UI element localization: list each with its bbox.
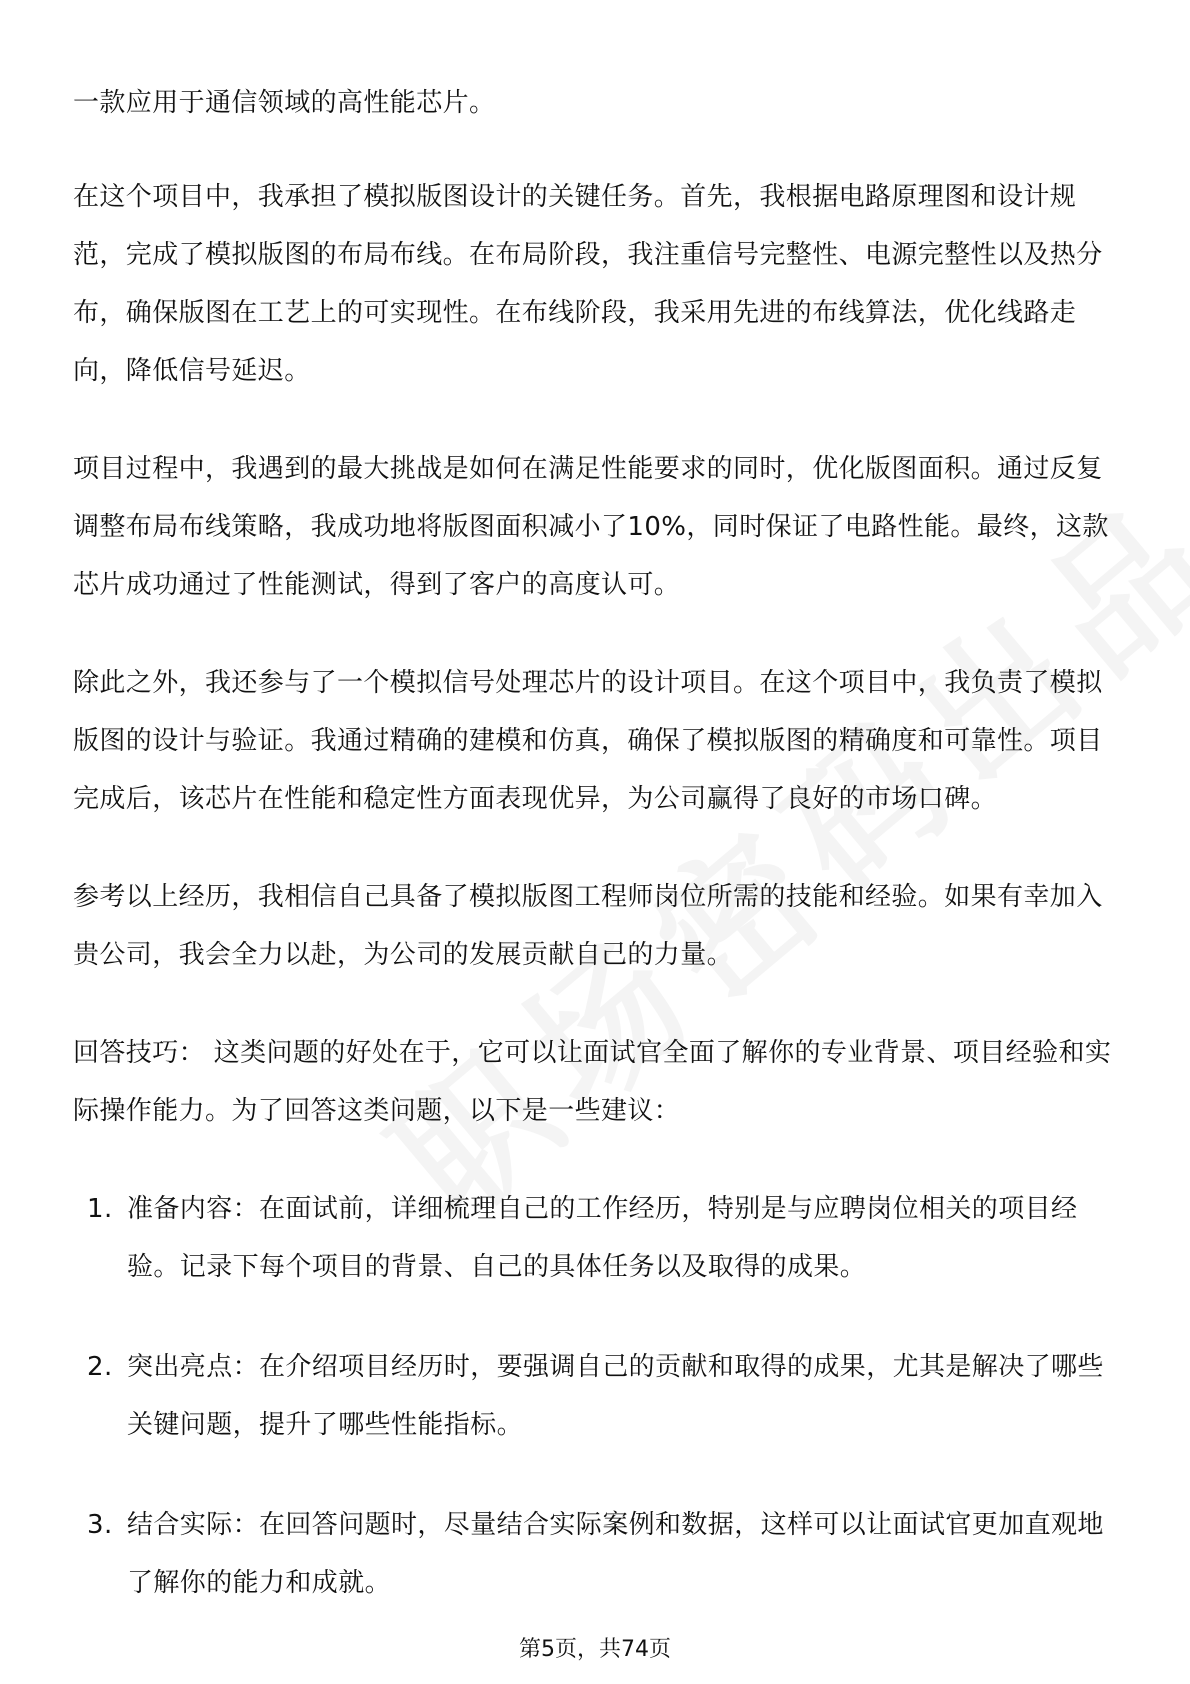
list-item-text: 突出亮点：在介绍项目经历时，要强调自己的贡献和取得的成果，尤其是解决了哪些关键问题，提升了哪些性能指标。 [127, 1352, 1104, 1440]
list-item-number: 1. [87, 1194, 113, 1224]
paragraph-answer-tips: 回答技巧： 这类问题的好处在于，它可以让面试官全面了解你的专业背景、项目经验和实际操作能力。为了回答这类问题，以下是一些建议： [73, 1038, 1112, 1126]
list-item-text: 准备内容：在面试前，详细梳理自己的工作经历，特别是与应聘岗位相关的项目经验。记录下每个项目的背景、自己的具体任务以及取得的成果。 [127, 1194, 1078, 1282]
list-item [73, 1496, 1125, 1612]
paragraph-intro: 一款应用于通信领域的高性能芯片。 [73, 88, 496, 118]
paragraph-challenge: 项目过程中，我遇到的最大挑战是如何在满足性能要求的同时，优化版图面积。通过反复调整布局布线策略，我成功地将版图面积减小了10%，同时保证了电路性能。最终，这款芯片成功通过了性能测试，得到了客户的高度认可。 [73, 454, 1109, 600]
list-item [73, 1338, 1125, 1454]
list-item [73, 1180, 1125, 1296]
paragraph-conclusion: 参考以上经历，我相信自己具备了模拟版图工程师岗位所需的技能和经验。如果有幸加入贵公司，我会全力以赴，为公司的发展贡献自己的力量。 [73, 882, 1103, 970]
paragraph-project-role: 在这个项目中，我承担了模拟版图设计的关键任务。首先，我根据电路原理图和设计规范，完成了模拟版图的布局布线。在布局阶段，我注重信号完整性、电源完整性以及热分布，确保版图在工艺上的可实现性。在布线阶段，我采用先进的布线算法，优化线路走向，降低信号延迟。 [73, 182, 1103, 386]
list-item-number: 2. [87, 1352, 113, 1382]
list-item-number: 3. [87, 1510, 113, 1540]
page-number: 第5页，共74页 [519, 1637, 671, 1662]
document-body [73, 74, 1125, 1654]
paragraph-other-project: 除此之外，我还参与了一个模拟信号处理芯片的设计项目。在这个项目中，我负责了模拟版图的设计与验证。我通过精确的建模和仿真，确保了模拟版图的精确度和可靠性。项目完成后，该芯片在性能和稳定性方面表现优异，为公司赢得了良好的市场口碑。 [73, 668, 1103, 814]
list-item-text: 结合实际：在回答问题时，尽量结合实际案例和数据，这样可以让面试官更加直观地了解你的能力和成就。 [127, 1510, 1104, 1598]
tips-list [73, 1180, 1125, 1612]
